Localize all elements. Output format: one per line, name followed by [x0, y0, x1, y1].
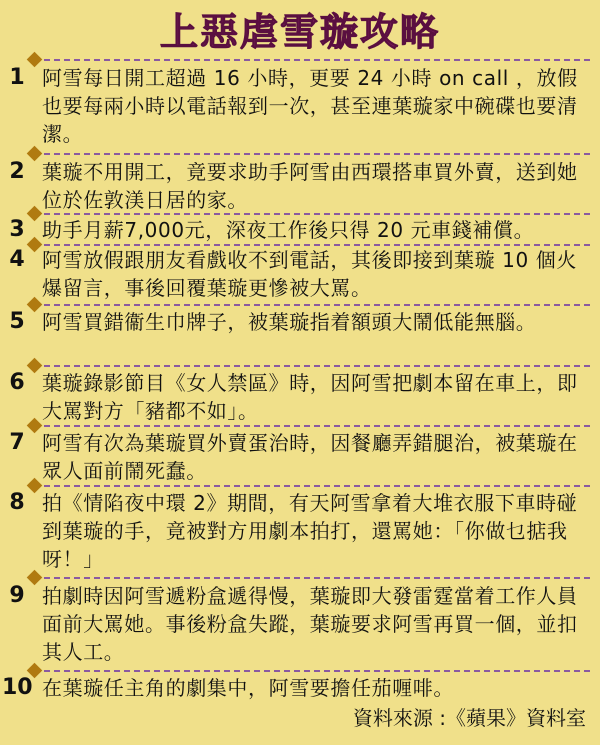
dashed-divider	[34, 485, 590, 487]
item-number: 8	[9, 490, 25, 515]
item-text: 阿雪買錯衞生巾牌子，被葉璇指着額頭大鬧低能無腦。	[42, 310, 537, 334]
item-number: 7	[9, 430, 25, 455]
dashed-divider	[34, 153, 590, 155]
item-text: 阿雪放假跟朋友看戲收不到電話，其後即接到葉璇 10 個火爆留言，事後回覆葉璇更慘被大罵。	[42, 248, 577, 300]
item-number: 1	[9, 65, 25, 90]
item-text: 在葉璇任主角的劇集中，阿雪要擔任茄喱啡。	[42, 676, 454, 700]
item-number: 5	[9, 309, 25, 334]
dashed-divider	[34, 213, 590, 215]
item-text: 拍劇時因阿雪遞粉盒遞得慢，葉璇即大發雷霆當着工作人員面前大罵她。事後粉盒失蹤，葉璇要求阿雪再買一個，並扣其人工。	[42, 584, 578, 664]
dashed-divider	[34, 425, 590, 427]
item-text: 拍《情陷夜中環 2》期間，有天阿雪拿着大堆衣服下車時碰到葉璇的手，竟被對方用劇本拍打，還罵她：「你做乜掂我呀！」	[42, 491, 578, 571]
item-text: 阿雪有次為葉璇買外賣蛋治時，因餐廳弄錯腿治，被葉璇在眾人面前鬧死蠢。	[42, 431, 578, 483]
item-text: 助手月薪7,000元，深夜工作後只得 20 元車錢補償。	[42, 218, 535, 242]
page-title: 上惡虐雪璇攻略	[159, 9, 440, 54]
dashed-divider	[34, 59, 590, 61]
item-number: 9	[9, 583, 25, 608]
dashed-divider	[34, 670, 590, 672]
dashed-divider	[34, 304, 590, 306]
item-number: 10	[2, 675, 33, 700]
item-text: 阿雪每日開工超過 16 小時，更要 24 小時 on call ，放假也要每兩小時以電話報到一次，甚至連葉璇家中碗碟也要清潔。	[42, 66, 578, 146]
dashed-divider	[34, 365, 590, 367]
item-number: 3	[9, 217, 25, 242]
item-text: 葉璇不用開工，竟要求助手阿雪由西環搭車買外賣，送到她位於佐敦渼日居的家。	[42, 160, 578, 212]
item-number: 2	[9, 159, 25, 184]
dashed-divider	[34, 577, 590, 579]
source-credit: 資料來源 :《蘋果》資料室	[352, 706, 586, 730]
item-number: 6	[9, 370, 25, 395]
item-number: 4	[9, 247, 25, 272]
item-text: 葉璇錄影節目《女人禁區》時，因阿雪把劇本留在車上，即大罵對方「豬都不如」。	[42, 371, 578, 423]
